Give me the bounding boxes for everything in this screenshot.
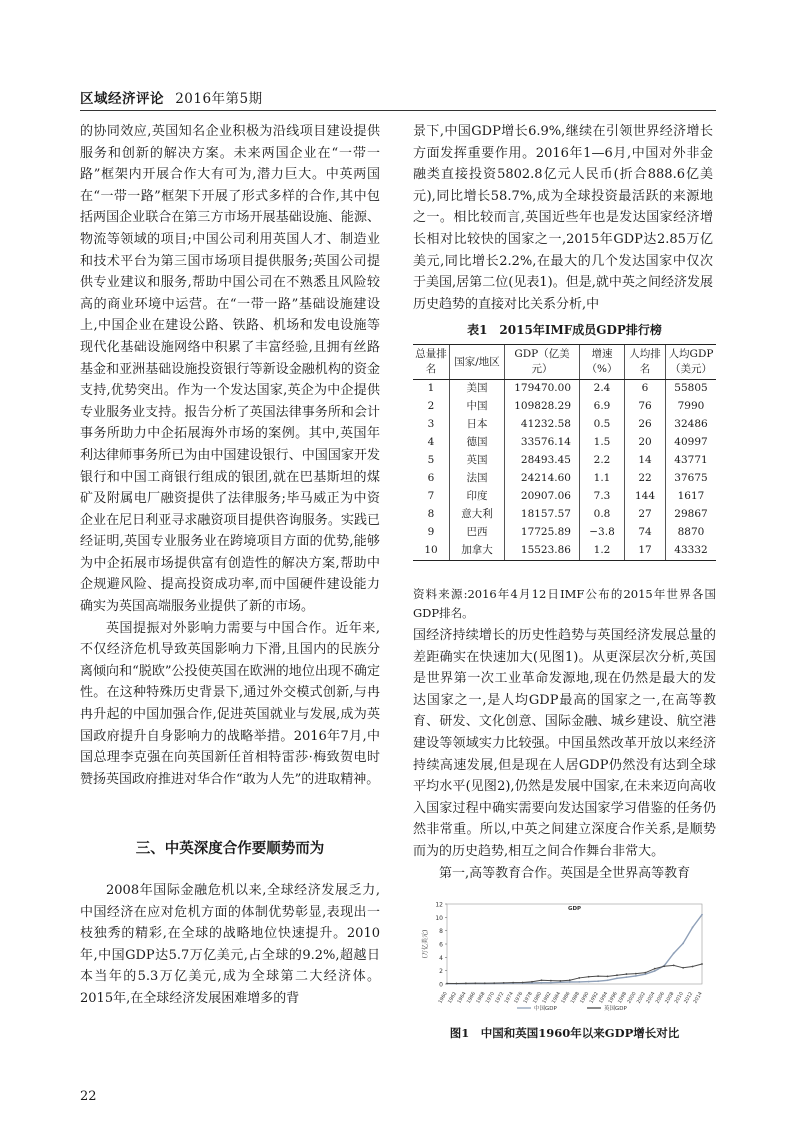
table-cell-country: 印度 xyxy=(450,488,505,506)
x-tick-label: 1996 xyxy=(608,991,619,1005)
data-point xyxy=(541,979,543,981)
x-tick-label: 2014 xyxy=(693,991,704,1005)
x-tick-label: 2004 xyxy=(646,991,657,1005)
x-tick-label: 1968 xyxy=(476,991,487,1005)
data-point xyxy=(701,963,703,965)
table-cell-growth: 1.5 xyxy=(580,434,625,452)
data-point xyxy=(550,980,552,982)
paragraph: 景下,中国GDP增长6.9%,继续在引领世界经济增长方面发挥重要作用。2016年1—6月,中国对外非金融类直接投资5802.8亿元人民币(折合888.6亿美元),同比增长58.7%,成为全球投资最活跃的来源地之一。相比较而言,英国近些年也是发达国家经济增长相对比较快的国家之一,2015年GDP达2.85万亿美元,同比增长2.2%,在最大的几个发达国家中仅次于美国,居第二位(见表1)。但是,就中英之间经济发展历史趋势的直接对比关系分析,中 xyxy=(413,124,713,312)
table-cell-rank: 1 xyxy=(427,382,435,395)
running-header xyxy=(80,87,263,107)
table-row xyxy=(413,506,716,524)
data-point xyxy=(597,975,599,977)
table-cell-growth: 0.8 xyxy=(580,506,625,524)
gdp-ranking-table xyxy=(413,344,716,561)
table-cell-per-rank: 6 xyxy=(625,380,666,399)
data-point xyxy=(692,966,694,968)
y-axis-label: (万亿美元) xyxy=(422,929,429,959)
data-point xyxy=(607,979,609,981)
table-cell-gdp: 41232.58 xyxy=(505,416,580,434)
table-source-note: 资料来源:2016年4月12日IMF公布的2015年世界各国GDP排名。 xyxy=(413,587,716,620)
data-point xyxy=(654,970,656,972)
table-cell-country: 日本 xyxy=(450,416,505,434)
paragraph: 的协同效应,英国知名企业积极为沿线项目建设提供服务和创新的解决方案。未来两国企业在“一带一路”框架内开展合作大有可为,潜力巨大。中英两国在“一带一路”框架下开展了形式多样的合作,其中包括两国企业联合在第三方市场开展基础设施、能源、物流等领域的项目;中国公司利用英国人才、制造业和技术平台为第三国市场项目提供服务;英国公司提供专业建议和服务,帮助中国公司在不熟悉且风险较高的商业环境中运营。在“一带一路”基础设施建设上,中国企业在建设公路、铁路、机场和发电设施等现代化基础设施网络中积累了丰富经验,且拥有丝路基金和亚洲基础设施投资银行等新设金融机构的资金支持,优势突出。作为一个发达国家,英企为中企提供专业服务业支持。报告分析了英国法律事务所和会计事务所助力中企拓展海外市场的案例。其中,英国年利达律师事务所已为由中国建设银行、中国国家开发银行和中国工商银行组成的银团,就在巴基斯坦的煤矿及附属电厂融资提供了法律服务;毕马威正为中资企业在尼日利亚寻求融资项目提供咨询服务。实践已经证明,英国专业服务业在跨境项目方面的优势,能够为中企拓展市场提供富有创造性的解决方案,帮助中企规避风险、提高投资成功率,而中国硬件建设能力确实为英国高端服务业提供了新的市场。 xyxy=(80,124,380,615)
table-cell-per-gdp: 55805 xyxy=(666,380,717,399)
x-tick-label: 1960 xyxy=(438,991,449,1005)
data-point xyxy=(578,981,580,983)
table-row xyxy=(413,488,716,506)
header-per-rank: 人均排名 xyxy=(625,345,666,380)
table-cell-rank: 5 xyxy=(427,454,435,467)
y-tick-label: 6 xyxy=(439,941,443,949)
data-point xyxy=(531,981,533,983)
data-point xyxy=(550,982,552,984)
table-cell-growth: −3.8 xyxy=(580,524,625,542)
x-tick-label: 2006 xyxy=(655,991,666,1005)
x-tick-label: 1992 xyxy=(589,991,600,1005)
header-per-gdp: 人均GDP（美元） xyxy=(666,345,717,380)
x-tick-label: 1970 xyxy=(485,991,496,1005)
table-cell-gdp: 109828.29 xyxy=(505,398,580,416)
x-tick-label: 1988 xyxy=(570,991,581,1005)
data-point xyxy=(663,965,665,967)
table-cell-gdp: 179470.00 xyxy=(505,380,580,399)
table-cell-gdp: 18157.57 xyxy=(505,506,580,524)
table-cell-rank: 2 xyxy=(427,400,435,413)
table-header-row xyxy=(413,345,716,380)
data-point xyxy=(456,983,458,985)
table-cell-per-rank: 144 xyxy=(625,488,666,506)
table-cell-rank: 7 xyxy=(427,490,435,503)
data-point xyxy=(682,942,684,944)
table-cell-per-rank: 76 xyxy=(625,398,666,416)
x-tick-label: 1980 xyxy=(532,991,544,1005)
journal-name: 区域经济评论 xyxy=(80,91,164,107)
x-tick-label: 2002 xyxy=(636,991,648,1005)
table-cell-growth: 1.2 xyxy=(580,542,625,561)
gdp-comparison-figure xyxy=(417,898,717,1016)
table-cell-country: 德国 xyxy=(450,434,505,452)
data-point xyxy=(616,974,618,976)
data-point xyxy=(626,973,628,975)
table-cell-per-gdp: 8870 xyxy=(666,524,717,542)
table-cell-rank: 3 xyxy=(427,418,435,431)
series-line-china xyxy=(447,915,702,984)
legend-label: 中国GDP xyxy=(534,1006,557,1012)
table-cell-gdp: 17725.89 xyxy=(505,524,580,542)
data-point xyxy=(512,982,514,984)
y-tick-label: 2 xyxy=(439,968,443,976)
data-point xyxy=(635,973,637,975)
table-cell-country: 中国 xyxy=(450,398,505,416)
data-point xyxy=(607,976,609,978)
table-cell-per-gdp: 7990 xyxy=(666,398,717,416)
table-row xyxy=(413,434,716,452)
x-tick-label: 1976 xyxy=(513,991,525,1005)
table-row xyxy=(413,416,716,434)
left-column-lower xyxy=(80,880,380,1010)
data-point xyxy=(673,965,675,967)
legend-label: 英国GDP xyxy=(604,1006,627,1012)
left-column xyxy=(80,121,380,790)
paragraph: 2008年国际金融危机以来,全球经济发展乏力,中国经济在应对危机方面的体制优势彰显,表现出一枝独秀的精彩,在全球的战略地位快速提升。2010年,中国GDP达5.7万亿美元,占全球的9.2%,超越日本当年的5.3万亿美元,成为全球第二大经济体。2015年,在全球经济发展困难增多的背 xyxy=(80,883,380,1006)
table-cell-per-gdp: 37675 xyxy=(666,470,717,488)
table-cell-gdp: 33576.14 xyxy=(505,434,580,452)
x-tick-label: 1978 xyxy=(523,991,534,1005)
table-cell-per-rank: 17 xyxy=(625,542,666,561)
table-cell-per-gdp: 29867 xyxy=(666,506,717,524)
x-tick-label: 1972 xyxy=(494,991,506,1005)
table-cell-per-gdp: 40997 xyxy=(666,434,717,452)
right-column xyxy=(413,121,713,315)
data-point xyxy=(578,977,580,979)
table-cell-rank: 8 xyxy=(427,508,435,521)
data-point xyxy=(493,982,495,984)
table-cell-per-gdp: 1617 xyxy=(666,488,717,506)
x-tick-label: 1962 xyxy=(447,991,459,1005)
y-tick-label: 8 xyxy=(439,928,443,936)
x-tick-label: 1998 xyxy=(617,991,629,1005)
data-point xyxy=(541,982,543,984)
data-point xyxy=(588,976,590,978)
data-point xyxy=(692,926,694,928)
data-point xyxy=(626,976,628,978)
table-row xyxy=(413,398,716,416)
chart-title: GDP xyxy=(567,906,582,912)
x-tick-label: 1984 xyxy=(551,991,563,1005)
issue-label: 2016年第5期 xyxy=(175,91,263,107)
plot-frame xyxy=(447,904,702,984)
table-cell-per-rank: 26 xyxy=(625,416,666,434)
data-point xyxy=(446,983,448,985)
x-tick-label: 2008 xyxy=(664,991,676,1005)
table-cell-per-rank: 27 xyxy=(625,506,666,524)
header-country: 国家/地区 xyxy=(450,345,505,380)
table-cell-country: 法国 xyxy=(450,470,505,488)
data-point xyxy=(644,973,646,975)
x-tick-label: 1974 xyxy=(504,991,515,1005)
section-heading: 三、中英深度合作要顺势而为 xyxy=(135,841,325,857)
x-tick-label: 1986 xyxy=(561,991,572,1005)
table-title: 表1 2015年IMF成员GDP排行榜 xyxy=(467,323,662,337)
x-tick-label: 2010 xyxy=(674,991,685,1005)
data-point xyxy=(616,977,618,979)
right-column-lower xyxy=(413,625,716,884)
table-cell-gdp: 24214.60 xyxy=(505,470,580,488)
table-cell-per-gdp: 43332 xyxy=(666,542,717,561)
table-cell-growth: 2.2 xyxy=(580,452,625,470)
table-body xyxy=(413,380,716,561)
table-cell-per-gdp: 32486 xyxy=(666,416,717,434)
table-cell-rank: 4 xyxy=(427,436,435,449)
y-tick-label: 12 xyxy=(435,901,443,909)
x-tick-label: 1982 xyxy=(542,991,553,1005)
table-cell-country: 英国 xyxy=(450,452,505,470)
header-growth: 增速（%） xyxy=(580,345,625,380)
data-point xyxy=(673,952,675,954)
table-cell-per-rank: 22 xyxy=(625,470,666,488)
table-cell-growth: 6.9 xyxy=(580,398,625,416)
data-point xyxy=(644,972,646,974)
page-number: 22 xyxy=(80,1089,97,1104)
table-cell-growth: 7.3 xyxy=(580,488,625,506)
gdp-line-chart xyxy=(417,898,717,1016)
paragraph: 英国提振对外影响力需要与中国合作。近年来,不仅经济危机导致英国影响力下滑,且国内的民族分离倾向和“脱欧”公投使英国在欧洲的地位出现不确定性。在这种特殊历史背景下,通过外交模式创新,与冉冉升起的中国加强合作,促进英国就业与发展,成为英国政府提升自身影响力的战略举措。2016年7月,中国总理李克强在向英国新任首相特雷莎·梅致贺电时赞扬英国政府推进对华合作“敢为人先”的进取精神。 xyxy=(80,620,380,787)
data-point xyxy=(522,982,524,984)
data-point xyxy=(559,980,561,982)
header-gdp: GDP（亿美元） xyxy=(505,345,580,380)
table-row xyxy=(413,452,716,470)
paragraph: 国经济持续增长的历史性趋势与英国经济发展总量的差距确实在快速加大(见图1)。从更深层次分析,英国是世界第一次工业革命发源地,现在仍然是最大的发达国家之一,是人均GDP最高的国家之一,在高等教育、研发、文化创意、国际金融、城乡建设、航空港建设等领域实力比较强。中国虽然改革开放以来经济持续高速发展,但是现在人居GDP仍然没有达到全球平均水平(见图2),仍然是发展中国家,在未来迈向高收入国家过程中确实需要向发达国家学习借鉴的任务仍然非常重。所以,中英之间建立深度合作关系,是顺势而为的历史趋势,相互之间合作舞台非常大。 xyxy=(413,628,716,859)
table-row xyxy=(413,524,716,542)
data-point xyxy=(682,967,684,969)
table-cell-growth: 0.5 xyxy=(580,416,625,434)
table-cell-country: 加拿大 xyxy=(450,542,505,561)
table-cell-country: 巴西 xyxy=(450,524,505,542)
table-cell-country: 意大利 xyxy=(450,506,505,524)
header-rank: 总量排名 xyxy=(413,345,450,380)
y-tick-label: 4 xyxy=(439,954,443,962)
data-point xyxy=(465,982,467,984)
table-row xyxy=(413,470,716,488)
data-point xyxy=(474,982,476,984)
x-tick-label: 1966 xyxy=(466,991,478,1005)
table-cell-per-rank: 74 xyxy=(625,524,666,542)
table-row xyxy=(413,542,716,561)
y-tick-label: 0 xyxy=(439,981,443,989)
table-cell-gdp: 15523.86 xyxy=(505,542,580,561)
table-cell-growth: 2.4 xyxy=(580,380,625,399)
table-cell-country: 美国 xyxy=(450,380,505,399)
figure-caption: 图1 中国和英国1960年以来GDP增长对比 xyxy=(449,1026,680,1040)
data-point xyxy=(654,968,656,970)
data-point xyxy=(701,914,703,916)
y-tick-label: 10 xyxy=(435,914,443,922)
x-tick-label: 1994 xyxy=(598,991,610,1005)
x-tick-label: 2012 xyxy=(683,991,695,1005)
data-point xyxy=(484,982,486,984)
data-point xyxy=(503,982,505,984)
table-cell-rank: 6 xyxy=(427,472,435,485)
table-cell-per-gdp: 43771 xyxy=(666,452,717,470)
data-point xyxy=(569,981,571,983)
table-row xyxy=(413,380,716,399)
data-point xyxy=(635,975,637,977)
x-tick-label: 2000 xyxy=(627,991,638,1005)
table-cell-rank: 10 xyxy=(413,542,450,561)
x-tick-label: 1990 xyxy=(579,991,591,1005)
table-cell-growth: 1.1 xyxy=(580,470,625,488)
data-point xyxy=(588,981,590,983)
table-cell-gdp: 20907.06 xyxy=(505,488,580,506)
x-tick-label: 1964 xyxy=(457,991,468,1005)
header-rule xyxy=(80,110,716,111)
table-cell-rank: 9 xyxy=(427,526,435,539)
data-point xyxy=(569,979,571,981)
table-cell-per-rank: 14 xyxy=(625,452,666,470)
data-point xyxy=(597,980,599,982)
paragraph: 第一,高等教育合作。英国是全世界高等教育 xyxy=(439,865,691,881)
table-cell-per-rank: 20 xyxy=(625,434,666,452)
table-cell-gdp: 28493.45 xyxy=(505,452,580,470)
